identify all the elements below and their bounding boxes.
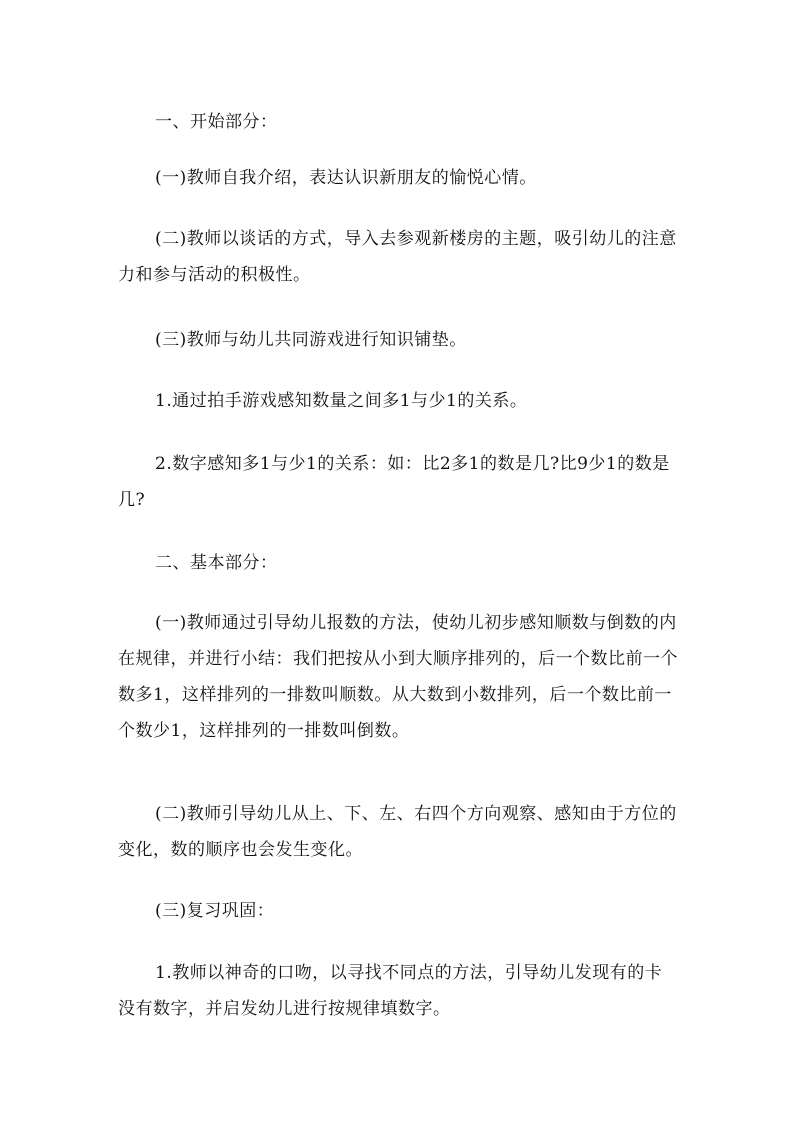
paragraph-find-difference: 1.教师以神奇的口吻，以寻找不同点的方法，引导幼儿发现有的卡没有数字，并启发幼儿进行按规律填数字。 bbox=[118, 963, 663, 1019]
paragraph-game: (三)教师与幼儿共同游戏进行知识铺垫。 bbox=[155, 330, 467, 350]
paragraph-review: (三)复习巩固： bbox=[155, 901, 275, 921]
paragraph-clap-game: 1.通过拍手游戏感知数量之间多1与少1的关系。 bbox=[155, 391, 528, 411]
paragraph-directions: (二)教师引导幼儿从上、下、左、右四个方向观察、感知由于方位的变化，数的顺序也会发生变化。 bbox=[118, 804, 677, 860]
section-heading-start: 一、开始部分： bbox=[155, 112, 278, 132]
paragraph-teacher-intro: (一)教师自我介绍，表达认识新朋友的愉悦心情。 bbox=[155, 168, 537, 188]
section-heading-basic: 二、基本部分： bbox=[155, 553, 278, 573]
paragraph-conversation: (二)教师以谈话的方式，导入去参观新楼房的主题，吸引幼儿的注意力和参与活动的积极性。 bbox=[118, 229, 677, 285]
paragraph-number-sense: 2.数字感知多1与少1的关系：如：比2多1的数是几?比9少1的数是几? bbox=[118, 454, 670, 510]
paragraph-counting: (一)教师通过引导幼儿报数的方法，使幼儿初步感知顺数与倒数的内在规律，并进行小结：我们把按从小到大顺序排列的，后一个数比前一个数多1，这样排列的一排数叫顺数。从大数到小数排列，后一个数比前一个数少1，这样排列的一排数叫倒数。 bbox=[118, 613, 678, 741]
